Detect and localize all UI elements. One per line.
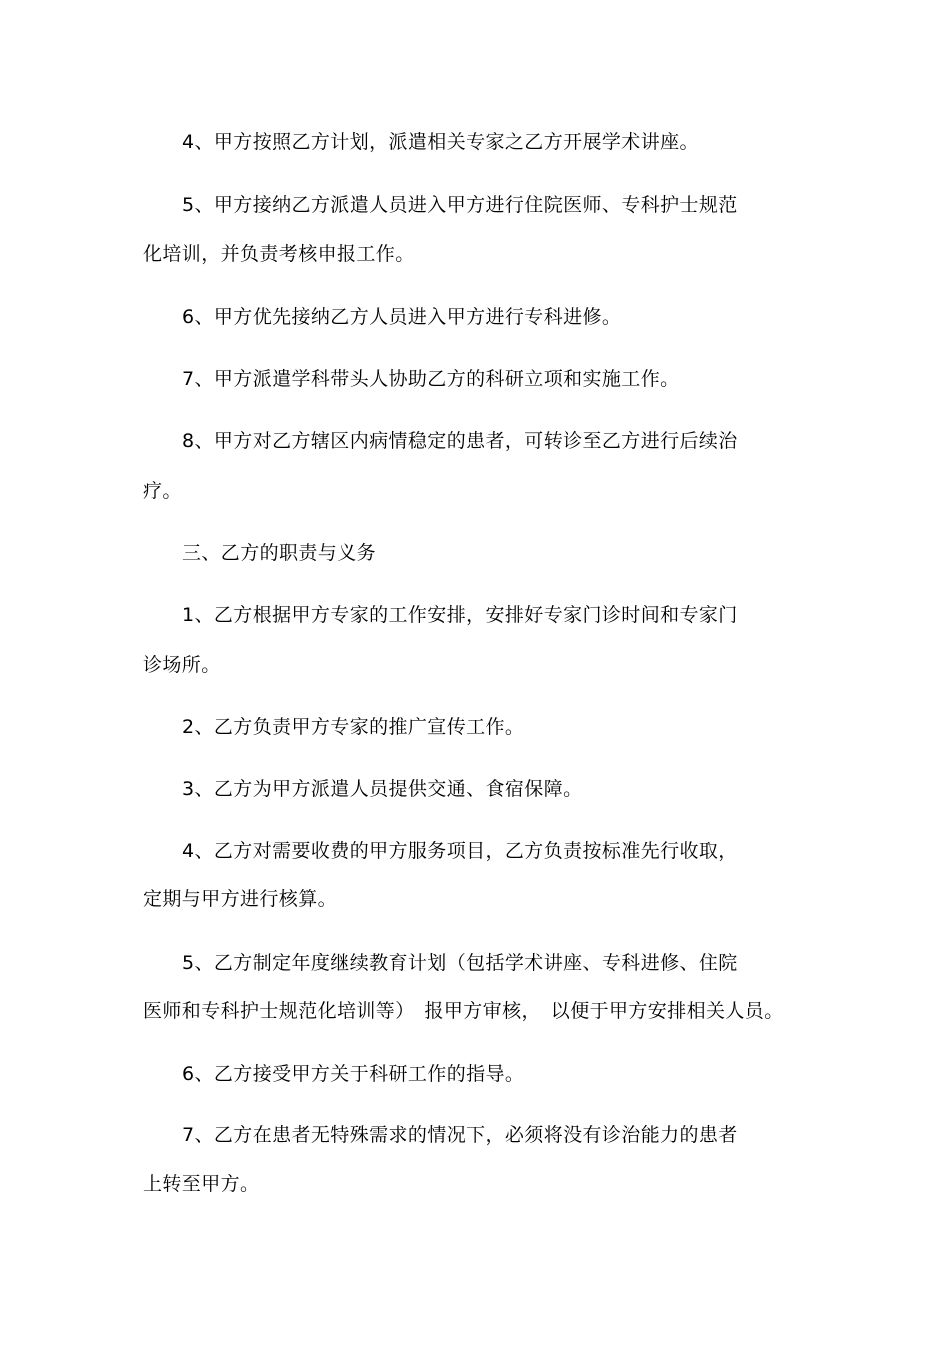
paragraph-b3: 3、乙方为甲方派遣人员提供交通、食宿保障。 xyxy=(182,778,583,800)
paragraph-b4-line2: 定期与甲方进行核算。 xyxy=(143,888,338,910)
paragraph-a5-line2: 化培训，并负责考核申报工作。 xyxy=(143,243,415,265)
paragraph-b6: 6、乙方接受甲方关于科研工作的指导。 xyxy=(182,1063,525,1085)
paragraph-a8-line1: 8、甲方对乙方辖区内病情稳定的患者，可转诊至乙方进行后续治 xyxy=(182,430,738,452)
paragraph-b5-line1: 5、乙方制定年度继续教育计划（包括学术讲座、专科进修、住院 xyxy=(182,952,738,974)
section-heading-3: 三、乙方的职责与义务 xyxy=(182,542,377,564)
paragraph-a7: 7、甲方派遣学科带头人协助乙方的科研立项和实施工作。 xyxy=(182,368,680,390)
paragraph-b7-line1: 7、乙方在患者无特殊需求的情况下，必须将没有诊治能力的患者 xyxy=(182,1124,738,1146)
paragraph-a4: 4、甲方按照乙方计划，派遣相关专家之乙方开展学术讲座。 xyxy=(182,131,699,153)
paragraph-b2: 2、乙方负责甲方专家的推广宣传工作。 xyxy=(182,716,525,738)
paragraph-b7-line2: 上转至甲方。 xyxy=(143,1173,260,1195)
paragraph-b1-line1: 1、乙方根据甲方专家的工作安排，安排好专家门诊时间和专家门 xyxy=(182,604,738,626)
paragraph-a6: 6、甲方优先接纳乙方人员进入甲方进行专科进修。 xyxy=(182,306,622,328)
paragraph-a5-line1: 5、甲方接纳乙方派遣人员进入甲方进行住院医师、专科护士规范 xyxy=(182,194,738,216)
paragraph-b4-line1: 4、乙方对需要收费的甲方服务项目，乙方负责按标准先行收取， xyxy=(182,840,738,862)
paragraph-a8-line2: 疗。 xyxy=(143,480,182,502)
paragraph-b1-line2: 诊场所。 xyxy=(143,654,221,676)
paragraph-b5-line2: 医师和专科护士规范化培训等） 报甲方审核， 以便于甲方安排相关人员。 xyxy=(143,1000,784,1022)
